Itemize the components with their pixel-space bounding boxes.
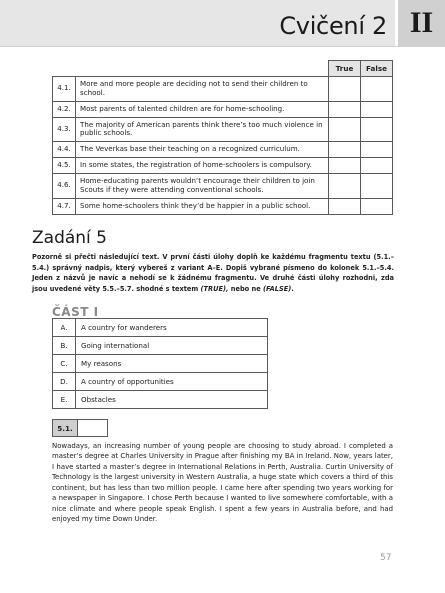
fragment-answer-field[interactable] <box>78 420 107 436</box>
heading-letter: C. <box>53 355 76 373</box>
heading-letter: A. <box>53 319 76 337</box>
column-header-true: True <box>329 61 361 77</box>
heading-text: A country of opportunities <box>76 373 268 391</box>
true-answer-cell[interactable] <box>329 198 361 214</box>
instructions-text: Pozorně si přečti následující text. V první části úlohy doplň ke každému fragmentu textu (5.1.–5.4.) správný nadpis, který vybereš z variant A–E. Dopiš vybrané písmeno do kolonek 5.1.–5.4. Jeden z názvů je navíc a nehodí se k žádnému fragmentu. Ve druhé části úlohy rozhodni, zda jsou uvedené věty 5.5.–5.7. shodné s textem <box>32 253 394 293</box>
chapter-title: Cvičení 2 <box>279 12 387 40</box>
statement-text: The majority of American parents think there’s too much violence in public schools. <box>76 117 329 142</box>
statement-text: In some states, the registration of home-schoolers is compulsory. <box>76 158 329 174</box>
column-header-false: False <box>361 61 393 77</box>
header-divider <box>0 46 445 47</box>
table-row <box>53 373 268 391</box>
true-answer-cell[interactable] <box>329 117 361 142</box>
true-answer-cell[interactable] <box>329 158 361 174</box>
passage-text: Nowadays, an increasing number of young people are choosing to study abroad. I completed a master’s degree at Charles University in Prague after finishing my BA in Ireland. Now, years later, I have started a master’s degree in International Relations in Perth, Australia. Curtin University of Technology is the largest university in Western Australia, a huge state which covers a third of this continent, but has less than two million people. I came here after spending two years working for a newspaper in Singapore. I chose Perth because I wanted to live somewhere comfortable, with a nice climate and where people speak English. I spent a few years in Australia before, and had enjoyed my time Down Under. <box>52 442 393 523</box>
item-number: 4.1. <box>53 77 76 102</box>
statement-text: Most parents of talented children are for home-schooling. <box>76 101 329 117</box>
table-row <box>53 101 393 117</box>
table-row <box>53 158 393 174</box>
statement-text: Some home-schoolers think they’d be happier in a public school. <box>76 198 329 214</box>
heading-letter: E. <box>53 391 76 409</box>
table-header-blank <box>53 61 76 77</box>
section-title: Zadání 5 <box>32 228 107 248</box>
instructions <box>32 252 394 294</box>
table-row <box>53 355 268 373</box>
instructions-true-term: (TRUE), <box>200 284 229 293</box>
table-header-blank <box>76 61 329 77</box>
item-number: 4.3. <box>53 117 76 142</box>
table-row <box>53 319 268 337</box>
statement-text: The Veverkas base their teaching on a recognized curriculum. <box>76 142 329 158</box>
false-answer-cell[interactable] <box>361 142 393 158</box>
table-row <box>53 391 268 409</box>
false-answer-cell[interactable] <box>361 117 393 142</box>
true-answer-cell[interactable] <box>329 77 361 102</box>
statement-text: Home-educating parents wouldn’t encourage their children to join Scouts if they were attending conventional schools. <box>76 174 329 199</box>
false-answer-cell[interactable] <box>361 174 393 199</box>
true-false-table <box>52 60 393 215</box>
false-answer-cell[interactable] <box>361 158 393 174</box>
table-row <box>53 198 393 214</box>
table-row <box>53 142 393 158</box>
heading-text: Obstacles <box>76 391 268 409</box>
true-answer-cell[interactable] <box>329 142 361 158</box>
heading-text: My reasons <box>76 355 268 373</box>
true-answer-cell[interactable] <box>329 101 361 117</box>
table-row <box>53 337 268 355</box>
item-number: 4.5. <box>53 158 76 174</box>
fragment-label: 5.1. <box>53 420 78 436</box>
false-answer-cell[interactable] <box>361 101 393 117</box>
table-header-row <box>53 61 393 77</box>
instructions-text: nebo ne <box>228 284 263 293</box>
instructions-false-term: (FALSE) <box>262 284 292 293</box>
headings-table <box>52 318 268 409</box>
item-number: 4.2. <box>53 101 76 117</box>
item-number: 4.4. <box>53 142 76 158</box>
part-title: ČÁST I <box>52 305 99 319</box>
instructions-text: . <box>291 284 294 293</box>
item-number: 4.6. <box>53 174 76 199</box>
table-row <box>53 117 393 142</box>
chapter-badge: II <box>395 0 445 46</box>
heading-text: Going international <box>76 337 268 355</box>
table-row <box>53 77 393 102</box>
item-number: 4.7. <box>53 198 76 214</box>
false-answer-cell[interactable] <box>361 77 393 102</box>
fragment-answer-box <box>52 419 108 437</box>
heading-text: A country for wanderers <box>76 319 268 337</box>
heading-letter: B. <box>53 337 76 355</box>
table-row <box>53 174 393 199</box>
false-answer-cell[interactable] <box>361 198 393 214</box>
heading-letter: D. <box>53 373 76 391</box>
true-answer-cell[interactable] <box>329 174 361 199</box>
page-number: 57 <box>380 553 392 563</box>
statement-text: More and more people are deciding not to send their children to school. <box>76 77 329 102</box>
